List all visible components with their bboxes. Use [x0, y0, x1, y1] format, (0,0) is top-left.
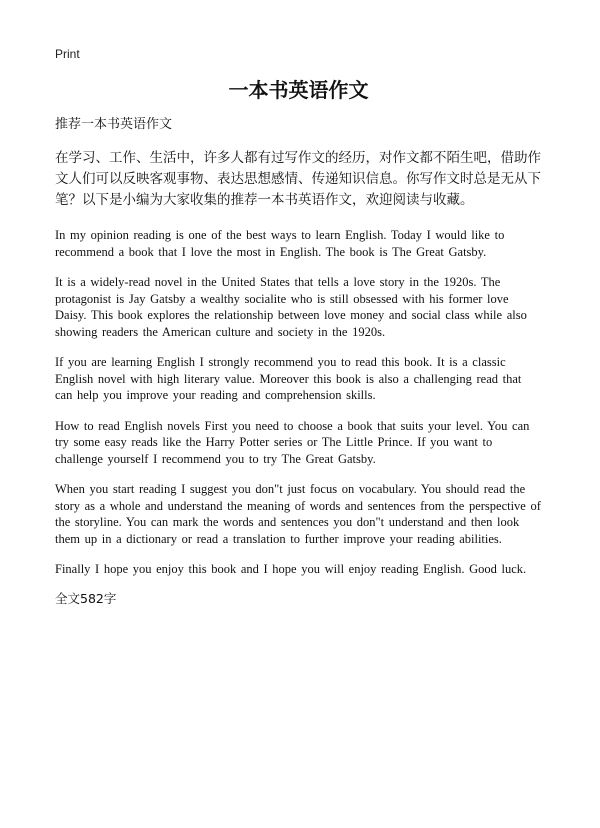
- intro-paragraph: 在学习、工作、生活中，许多人都有过写作文的经历，对作文都不陌生吧，借助作文人们可以反映客观事物、表达思想感情、传递知识信息。你写作文时总是无从下笔？以下是小编为大家收集的推荐一本书英语作文，欢迎阅读与收藏。: [55, 150, 541, 208]
- print-label[interactable]: Print: [55, 47, 80, 61]
- body-paragraph-6: Finally I hope you enjoy this book and I hope you will enjoy reading English. Good luck.: [55, 562, 527, 576]
- body-paragraph-1: In my opinion reading is one of the best ways to learn English. Today I would like to recommend a book that I love the most in English. The book is The Great Gatsby.: [55, 228, 505, 259]
- body-paragraph-2: It is a widely-read novel in the United States that tells a love story in the 1920s. The protagonist is Jay Gatsby a wealthy socialite who is still obsessed with his former love Daisy. This book explores the relationship between love money and social class while also showing readers the American culture and society in the 1920s.: [55, 275, 527, 339]
- body-paragraph-4: How to read English novels First you need to choose a book that suits your level. You can try some easy reads like the Harry Potter series or The Little Prince. If you want to challenge yourself I recommend you to try The Great Gatsby.: [55, 418, 530, 466]
- page-title: 一本书英语作文: [228, 78, 369, 102]
- body-paragraph-3: If you are learning English I strongly recommend you to read this book. It is a classic English novel with high literary value. Moreover this book is also a challenging read that can help you improve your reading and comprehension skills.: [55, 355, 522, 402]
- word-count: 全文582字: [55, 590, 117, 606]
- body-paragraph-5: When you start reading I suggest you don"t just focus on vocabulary. You should read the story as a whole and understand the meaning of words and sentences from the perspective of the storyline. You can mark the words and sentences you don"t understand and then look them up in a dictionary or read a translation to further improve your reading abilities.: [55, 482, 541, 546]
- document-subtitle: 推荐一本书英语作文: [55, 117, 173, 132]
